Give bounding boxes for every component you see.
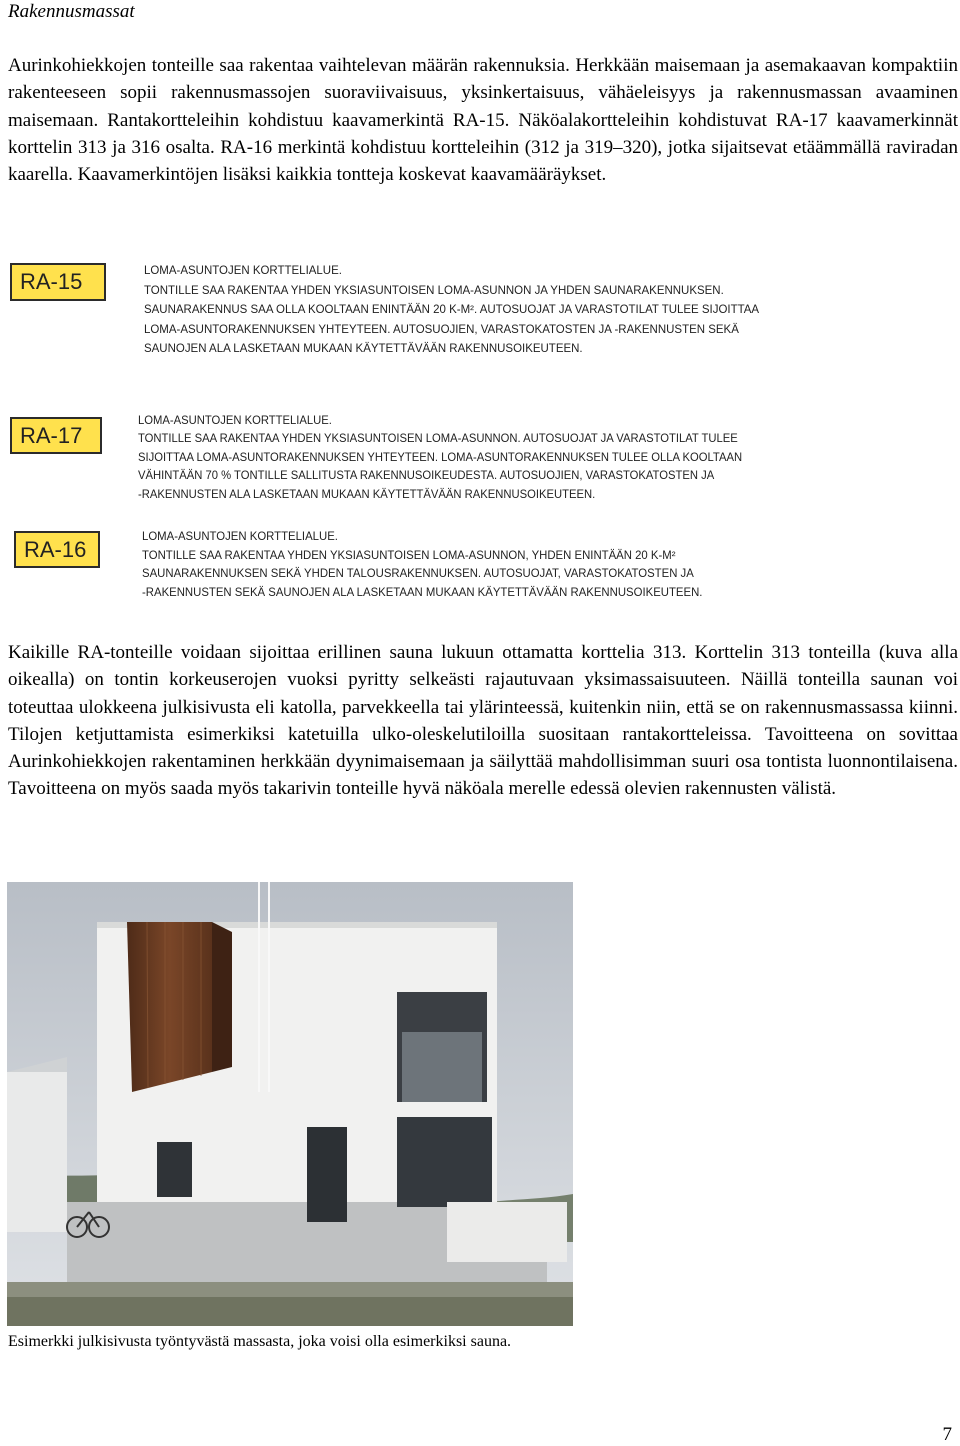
zone-code-label: RA-17: [10, 417, 102, 454]
page-number: 7: [942, 1424, 952, 1445]
body-paragraph: Kaikille RA-tonteille voidaan sijoittaa erillinen sauna lukuun ottamatta korttelia 313. Korttelin 313 tonteilla (kuva alla oikealla) on tontin korkeuserojen vuoksi pyritty selkeästi rajautuvaan yksimassaisuuteen. Näillä tonteilla saunan voi toteuttaa ulokkeena julkisivusta eli katolla, parvekkeella tai ylärinteessä, kuitenkin niin, että se on rakennusmassassa kiinni. Tilojen ketjuttamista esimerkiksi katetuilla ulko-oleskelutiloilla suositaan rantakortteleissa. Tavoitteena on sovittaa Aurinkohiekkojen rakentaminen herkkään dyynimaisemaan ja säilyttää mahdollisimman suuri osa tontista luonnontilaisena. Tavoitteena on myös saada myös takarivin tonteille hyvä näköala merelle edessä olevien rakennusten välistä.: [8, 642, 958, 800]
zone-description-line: TONTILLE SAA RAKENTAA YHDEN YKSIASUNTOISEN LOMA-ASUNNON. AUTOSUOJAT JA VARASTOTILAT TULEE: [138, 432, 738, 446]
section-title: Rakennusmassat: [8, 1, 135, 22]
zone-description-line: SAUNARAKENNUS SAA OLLA KOOLTAAN ENINTÄÄN 20 K-M². AUTOSUOJAT JA VARASTOTILAT TULEE SIJOITTAA: [144, 303, 760, 316]
zone-description-line: -RAKENNUSTEN ALA LASKETAAN MUKAAN KÄYTETTÄVÄÄN RAKENNUSOIKEUTEEN.: [138, 487, 596, 501]
intro-paragraph: Aurinkohiekkojen tonteille saa rakentaa vaihtelevan määrän rakennuksia. Herkkään maisemaan ja asemakaavan kompaktiin rakenteeseen sopii rakennusmassojen suoraviivaisuus, yksinkertaisuus, vähäeleisyys ja rakennusmassan avaaminen maisemaan. Rantakortteleihin kohdistuu kaavamerkintä RA-15. Näköalakortteleihin kohdistuvat RA-17 kaavamerkinnät korttelin 313 ja 316 osalta. RA-16 merkintä kohdistuu kortteleihin (312 ja 319–320), jotka sijaitsevat etäämmällä raviradan kaarella. Kaavamerkintöjen lisäksi kaikkia tontteja koskevat kaavamääräykset.: [8, 55, 958, 186]
zone-description: [142, 528, 702, 602]
zone-description: [144, 261, 759, 359]
zone-code-label: RA-15: [10, 263, 106, 301]
zone-code-label: RA-16: [14, 531, 100, 568]
zone-description-line: LOMA-ASUNTORAKENNUKSEN YHTEYTEEN. AUTOSUOJIEN, VARASTOKATOSTEN JA -RAKENNUSTEN SEKÄ: [144, 322, 739, 336]
photo-caption: Esimerkki julkisivusta työntyvästä massasta, joka voisi olla esimerkiksi sauna.: [8, 1333, 512, 1350]
zone-description-line: LOMA-ASUNTOJEN KORTTELIALUE.: [138, 414, 332, 427]
building-photo: [7, 882, 573, 1326]
zone-description-line: SAUNOJEN ALA LASKETAAN MUKAAN KÄYTETTÄVÄÄN RAKENNUSOIKEUTEEN.: [144, 342, 583, 355]
zone-description-line: TONTILLE SAA RAKENTAA YHDEN YKSIASUNTOISEN LOMA-ASUNNON JA YHDEN SAUNARAKENNUKSEN.: [144, 283, 724, 297]
zone-description-line: VÄHINTÄÄN 70 % TONTILLE SALLITUSTA RAKENNUSOIKEUDESTA. AUTOSUOJIEN, VARASTOKATOSTEN JA: [138, 469, 715, 483]
zone-description-line: SAUNARAKENNUKSEN SEKÄ YHDEN TALOUSRAKENNUKSEN. AUTOSUOJAT, VARASTOKATOSTEN JA: [142, 567, 694, 581]
zone-description: [138, 412, 742, 504]
zone-description-line: SIJOITTAA LOMA-ASUNTORAKENNUKSEN YHTEYTEEN. LOMA-ASUNTORAKENNUKSEN TULEE OLLA KOOLTAAN: [138, 450, 743, 464]
zone-description-line: TONTILLE SAA RAKENTAA YHDEN YKSIASUNTOISEN LOMA-ASUNNON, YHDEN ENINTÄÄN 20 K-M²: [142, 548, 676, 562]
zone-description-line: -RAKENNUSTEN SEKÄ SAUNOJEN ALA LASKETAAN MUKAAN KÄYTETTÄVÄÄN RAKENNUSOIKEUTEEN.: [142, 585, 703, 599]
zone-description-line: LOMA-ASUNTOJEN KORTTELIALUE.: [142, 530, 338, 543]
zone-description-line: LOMA-ASUNTOJEN KORTTELIALUE.: [144, 264, 342, 277]
